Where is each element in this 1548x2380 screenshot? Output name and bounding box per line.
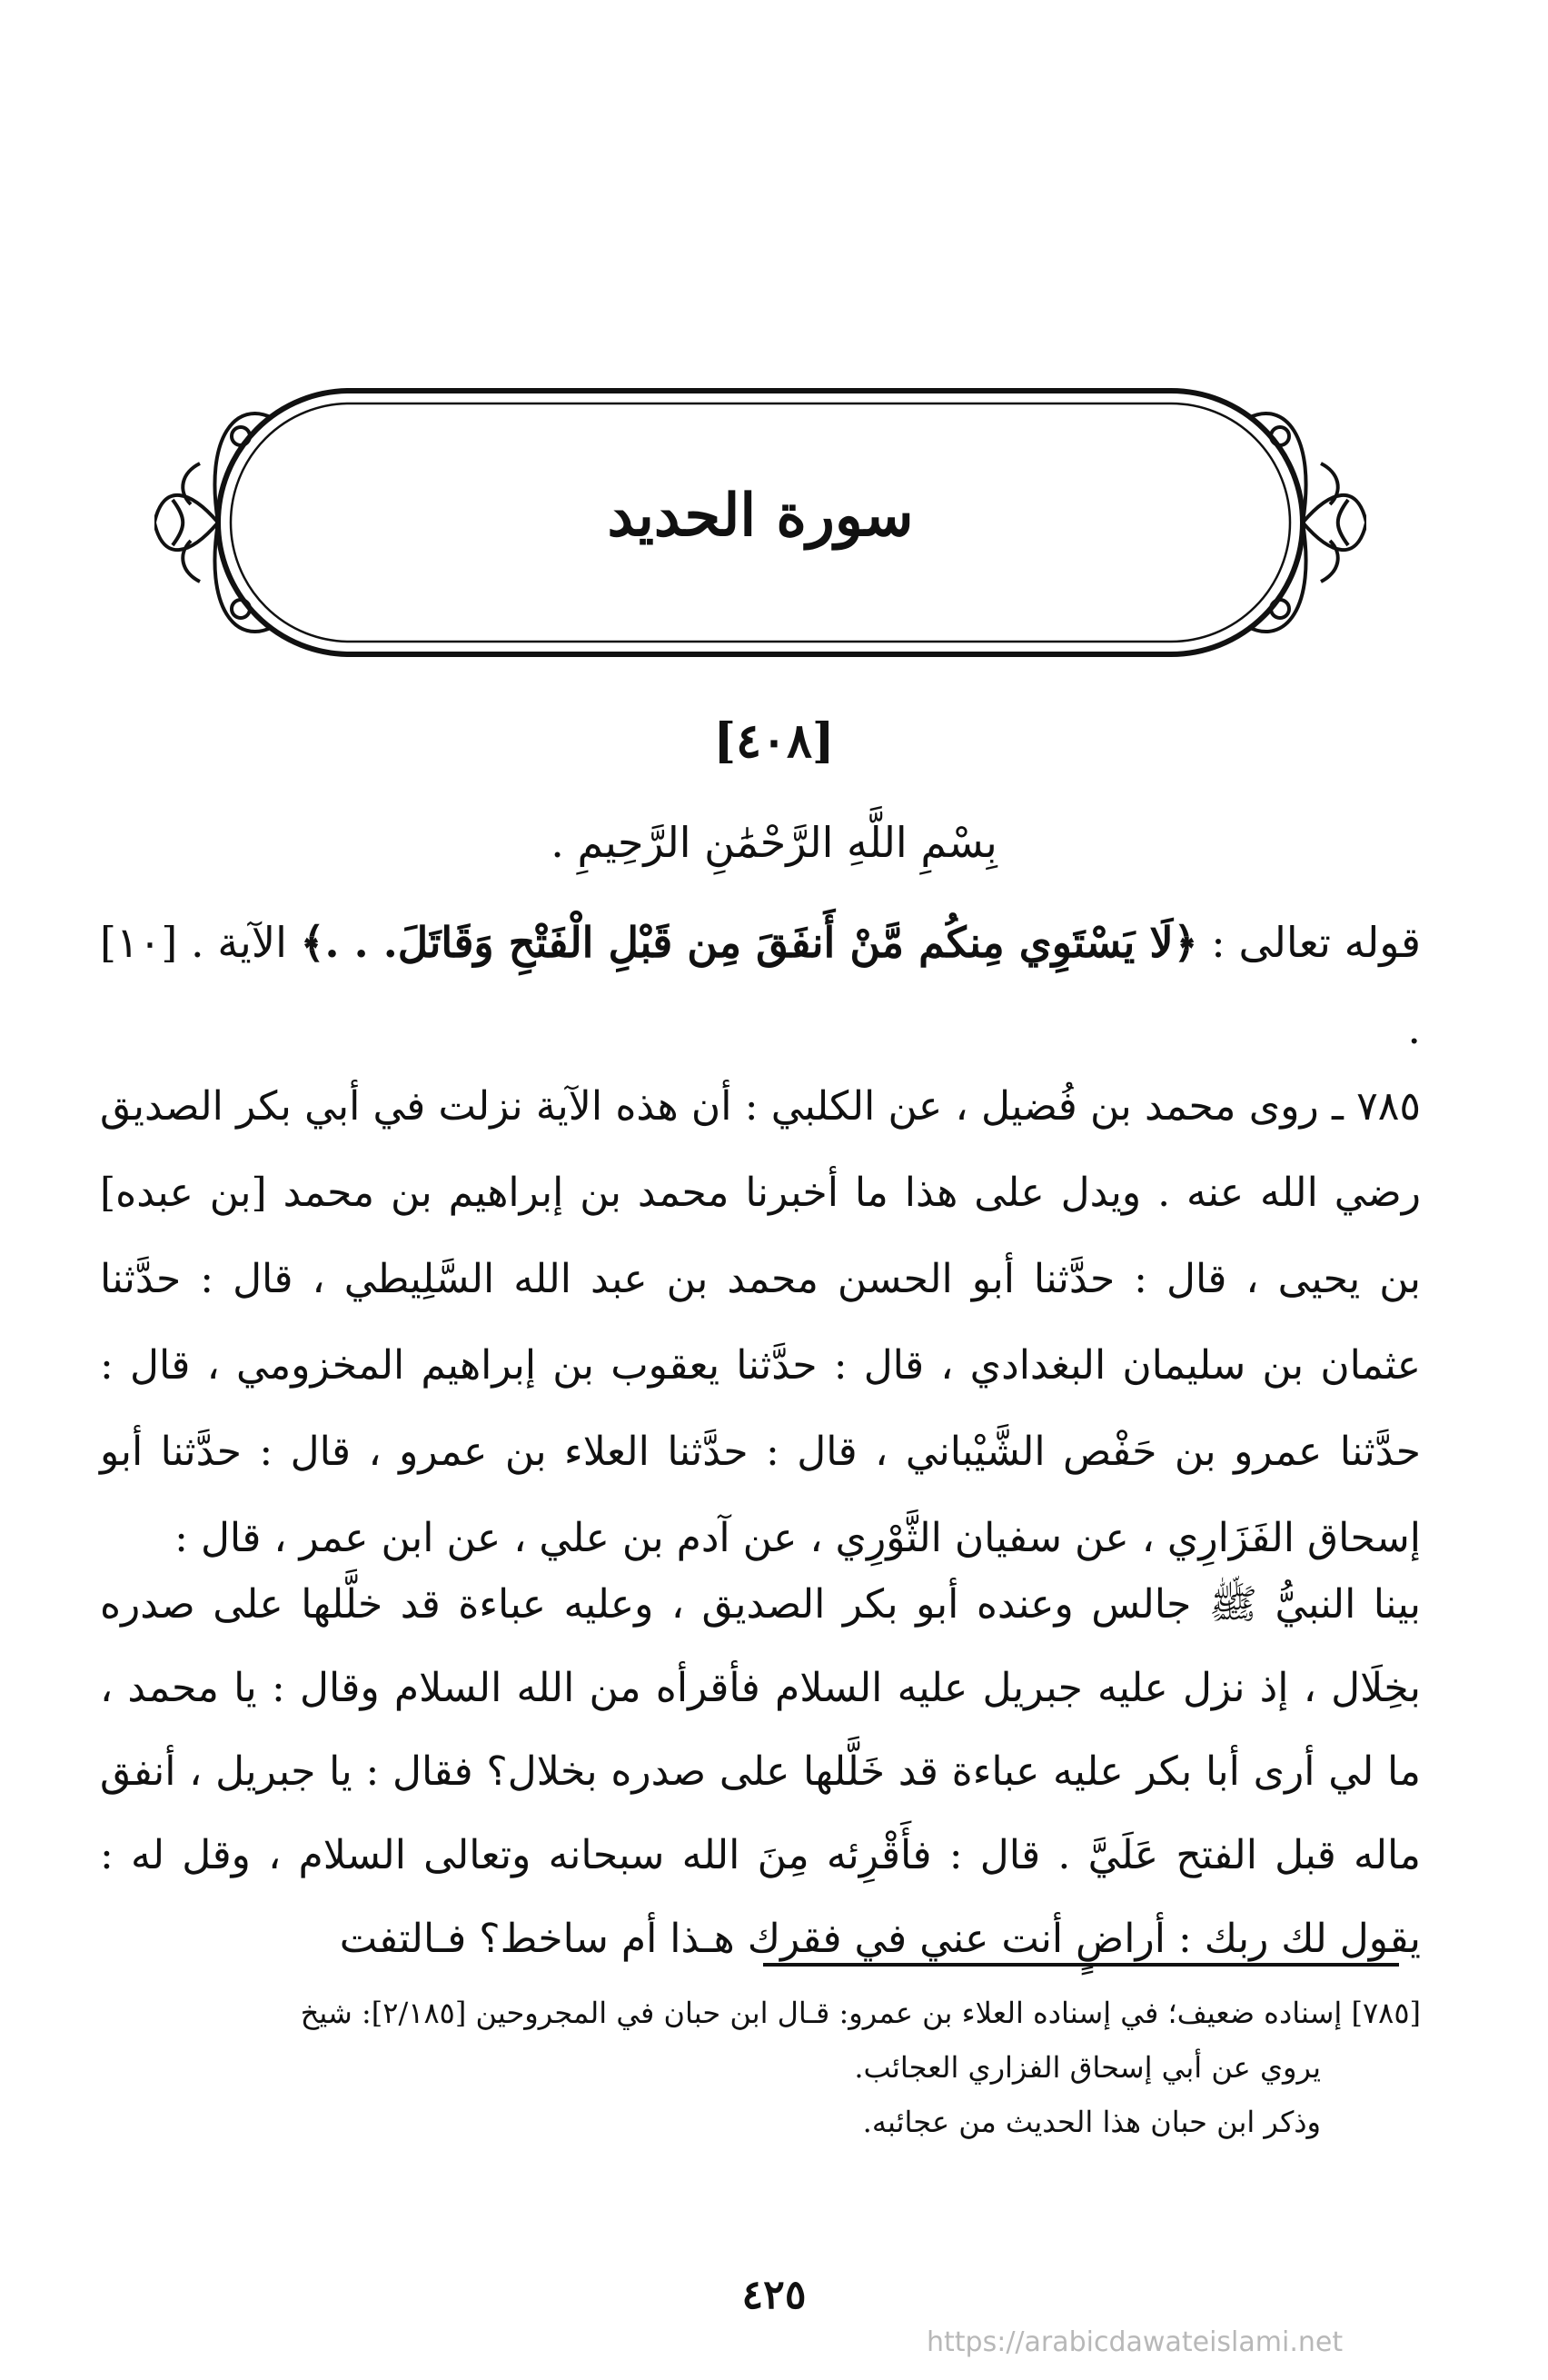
- basmala: بِسْمِ اللَّهِ الرَّحْمَٰنِ الرَّحِيمِ .: [551, 818, 997, 867]
- verse-line: [100, 900, 1421, 1072]
- watermark-url: https://arabicdawateislami.net: [927, 2326, 1344, 2358]
- footnote-divider: [763, 1963, 1399, 1967]
- verse-reference: الآية . [١٠] .: [100, 918, 1421, 1053]
- quran-verse: ﴿لَا يَسْتَوِي مِنكُم مَّنْ أَنفَقَ مِن قَبْلِ الْفَتْحِ وَقَاتَلَ. . .﴾: [300, 918, 1198, 967]
- hadith-chain-paragraph: ٧٨٥ ـ روى محمد بن فُضيل ، عن الكلبي : أن هذه الآية نزلت في أبي بكر الصديق رضي الله عنه . ويدل على هذا ما أخبرنا محمد بن إبراهيم بن محمد [بن عبده] بن يحيى ، قال : حدَّثنا أبو الحسن محمد بن عبد الله السَّلِيطي ، قال : حدَّثنا عثمان بن سليمان البغدادي ، قال : حدَّثنا يعقوب بن إبراهيم المخزومي ، قال : حدَّثنا عمرو بن حَفْص الشَّيْباني ، قال : حدَّثنا العلاء بن عمرو ، قال : حدَّثنا أبو إسحاق الفَزَارِي ، عن سفيان الثَّوْرِي ، عن آدم بن علي ، عن ابن عمر ، قال :: [100, 1083, 1422, 1561]
- verse-intro: قوله تعالى :: [1211, 918, 1422, 967]
- title-ornament-frame: [154, 382, 1366, 663]
- footnote-line: [٧٨٥] إسناده ضعيف؛ في إسناده العلاء بن عمرو: قـال ابن حبان في المجروحين [٢/١٨٥]: شيخ: [300, 1996, 1421, 2030]
- footnote-line: وذكر ابن حبان هذا الحديث من عجائبه.: [862, 2105, 1321, 2139]
- footnotes: [100, 1986, 1421, 2149]
- section-number: [٤٠٨]: [713, 713, 835, 769]
- surah-title: سورة الحديد: [607, 482, 914, 550]
- footnote-line: يروي عن أبي إسحاق الفزاري العجائب.: [854, 2050, 1321, 2085]
- page-number: ٤٢٥: [741, 2272, 807, 2318]
- hadith-text-paragraph: بينا النبيُّ ﷺ جالس وعنده أبو بكر الصديق ، وعليه عباءة قد خلَّلها على صدره بخِلَال ، إذ نزل عليه جبريل عليه السلام فأقرأه من الله السلام وقال : يا محمد ، ما لي أرى أبا بكر عليه عباءة قد خَلَّلها على صدره بخلال؟ فقال : يا جبريل ، أنفق ماله قبل الفتح عَلَيَّ . قال : فأَقْرِئه مِنَ الله سبحانه وتعالى السلام ، وقل له : يقول لك ربك : أراضٍ أنت عني في فقرك هـذا أم ساخط؟ فـالتفت: [100, 1581, 1421, 1962]
